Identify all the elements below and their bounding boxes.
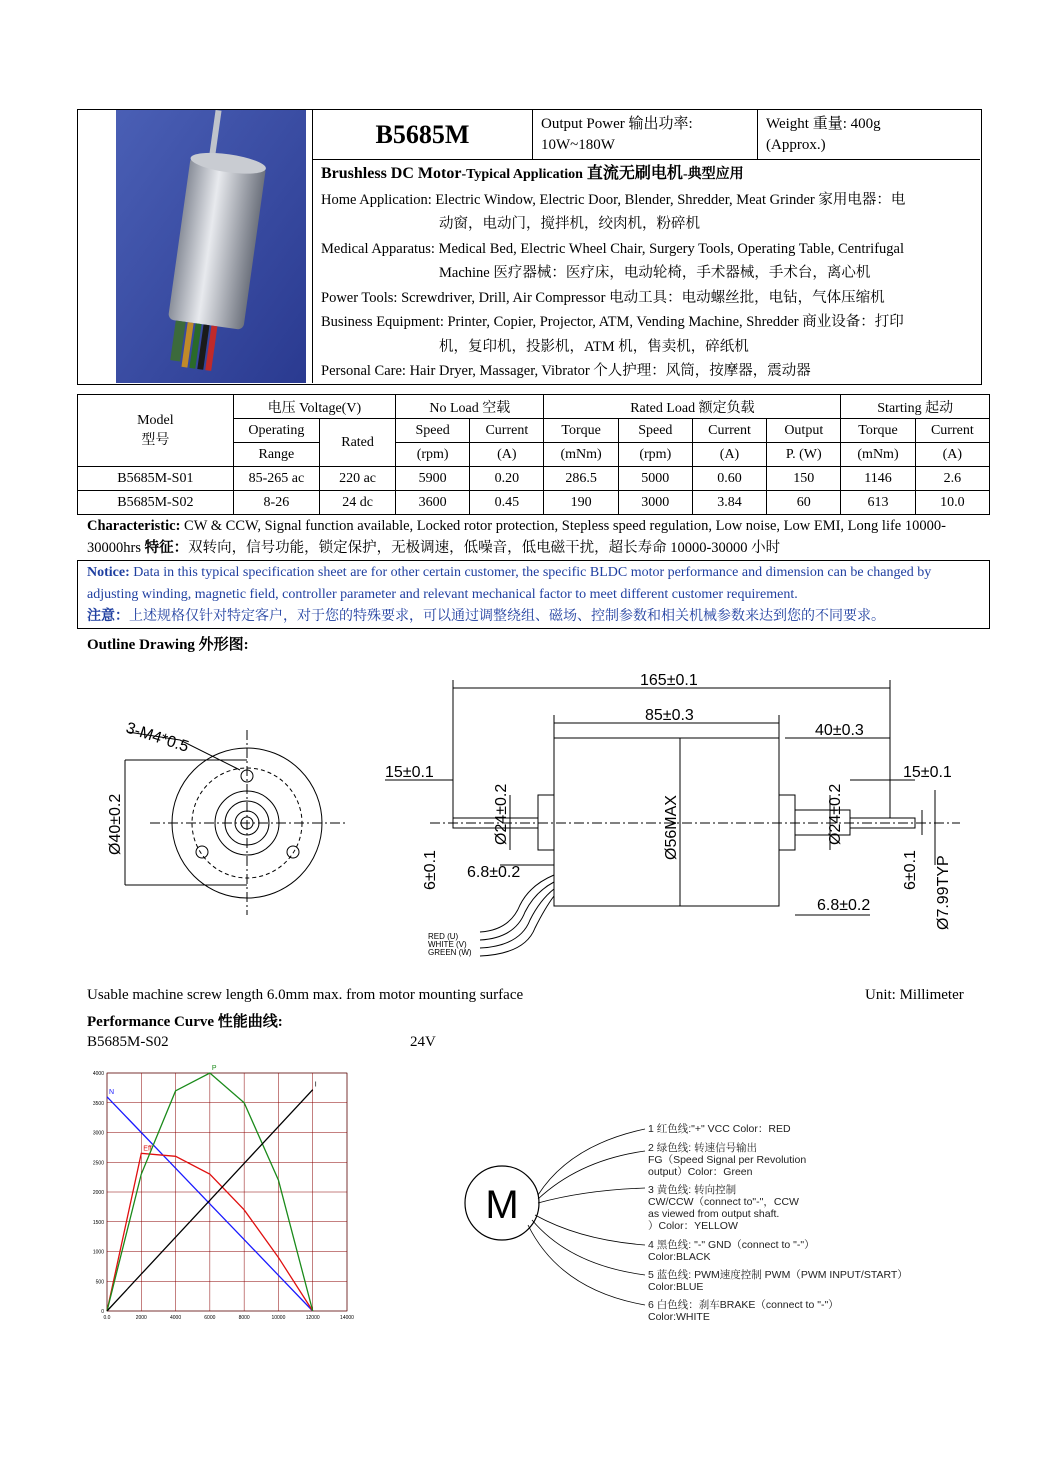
y-tick-label: 3000 (92, 1130, 104, 1137)
motor-photo (78, 110, 313, 383)
table-cell: 3000 (618, 491, 692, 515)
performance-voltage: 24V (410, 1034, 436, 1050)
wire-3 (538, 1188, 645, 1203)
voltage-header: 电压 Voltage(V) (233, 395, 395, 419)
unit-note: Unit: Millimeter (865, 987, 964, 1003)
unit-rpm: (rpm) (618, 443, 692, 467)
table-cell: 2.6 (915, 467, 989, 491)
x-tick-label: 14000 (340, 1315, 354, 1321)
wire-desc: 3 黄色线: 转向控制 (648, 1184, 737, 1196)
dim-l68a: 6.8±0.2 (467, 864, 521, 881)
dim-h6b: 6±0.1 (902, 850, 919, 890)
app-medical: Medical Apparatus: Medical Bed, Electric Wheel Chair, Surgery Tools, Operating Table, Centrifugal (321, 240, 905, 257)
outline-drawing (80, 660, 980, 980)
chart-series (107, 1065, 317, 1311)
table-cell: 286.5 (544, 467, 618, 491)
app-business-cont: 机，复印机，投影机，ATM 机，售卖机，碎纸机 (439, 338, 749, 355)
table-cell: 8-26 (233, 491, 319, 515)
dim-l68b: 6.8±0.2 (817, 897, 871, 914)
wire-desc: ）Color：YELLOW (648, 1220, 738, 1232)
y-tick-label: 2000 (92, 1190, 104, 1196)
unit-a: (A) (470, 443, 544, 467)
wire-desc: Color:BLACK (648, 1251, 711, 1263)
dim-d24b: Ø24±0.2 (827, 783, 844, 845)
dim-l40: 40±0.3 (815, 722, 864, 739)
wire-1 (538, 1129, 645, 1195)
notice-label: Notice: (87, 565, 130, 580)
dim-d56: Ø56MAX (663, 795, 680, 860)
x-tick-label: 10000 (271, 1315, 286, 1321)
app-business: Business Equipment: Printer, Copier, Projector, ATM, Vending Machine, Shredder 商业设备：打印 (321, 314, 904, 330)
y-tick-label: 4000 (92, 1071, 104, 1077)
y-tick-label: 1000 (92, 1249, 104, 1256)
characteristic-text-cn: 双转向，信号功能，锁定保护，无极调速，低噪音，低电磁干扰，超长寿命 10000-30000 小时 (188, 540, 781, 556)
app-medical-cont: Machine 医疗器械：医疗床，电动轮椅，手术器械，手术台，离心机 (439, 265, 871, 281)
unit-a: (A) (915, 443, 989, 467)
wire-desc: 4 黑色线: "-" GND（connect to "-"） (648, 1239, 815, 1251)
wire-desc: 1 红色线:"+" VCC Color：RED (648, 1123, 791, 1135)
table-cell: B5685M-S01 (78, 467, 234, 491)
table-row (78, 467, 990, 491)
wire-5 (532, 1220, 645, 1275)
y-tick-label: 1500 (92, 1219, 104, 1226)
noload-header: No Load 空载 (396, 395, 544, 419)
series-label: P (211, 1065, 217, 1072)
table-cell: 85-265 ac (233, 467, 319, 491)
table-cell: 1146 (841, 467, 915, 491)
table-cell: 3600 (396, 491, 470, 515)
table-cell: 190 (544, 491, 618, 515)
dim-d40: Ø40±0.2 (107, 793, 124, 855)
x-tick-label: 0.0 (103, 1315, 111, 1321)
performance-title: Performance Curve 性能曲线: (87, 1014, 283, 1030)
rated-header: Rated Load 额定负载 (544, 395, 841, 419)
series-label: I (314, 1081, 317, 1089)
table-row (78, 491, 990, 515)
model-title: B5685M (313, 110, 533, 160)
table-cell: 0.45 (470, 491, 544, 515)
dim-l15a: 15±0.1 (385, 764, 434, 781)
unit-a: (A) (692, 443, 766, 467)
performance-chart (85, 1065, 445, 1335)
wiring-diagram (460, 1115, 980, 1330)
unit-mnm: (mNm) (841, 443, 915, 467)
notice-label-cn: 注意： (87, 609, 129, 624)
unit-rpm: (rpm) (396, 443, 470, 467)
series-label: N (109, 1088, 115, 1096)
x-tick-label: 8000 (238, 1315, 250, 1321)
model-header-cn: 型号 (141, 432, 170, 448)
y-tick-label: 2500 (92, 1160, 104, 1167)
weight (758, 110, 980, 160)
wire-4 (535, 1215, 645, 1245)
performance-model: B5685M-S02 (87, 1034, 169, 1050)
app-title-en-sub: -Typical Application (461, 167, 583, 182)
app-title-cn-sub: -典型应用 (682, 167, 744, 182)
col-operating: Operating (233, 419, 319, 443)
table-cell: 220 ac (320, 467, 396, 491)
y-tick-label: 3500 (92, 1100, 104, 1107)
col-rl-torque: Torque (544, 419, 618, 443)
weight-note: (Approx.) (766, 137, 826, 153)
table-cell: 3.84 (692, 491, 766, 515)
wire-desc: FG（Speed Signal per Revolution (648, 1154, 807, 1166)
col-rl-output: Output (767, 419, 841, 443)
header-block (77, 109, 982, 385)
dim-d799: Ø7.99TYP (935, 855, 952, 930)
unit-pw: P. (W) (767, 443, 841, 467)
screw-hole (287, 846, 299, 858)
app-personal: Personal Care: Hair Dryer, Massager, Vibrator 个人护理：风筒，按摩器，震动器 (321, 363, 811, 379)
dim-l85: 85±0.3 (645, 707, 694, 724)
characteristic-label: Characteristic: (87, 518, 181, 534)
app-home: Home Application: Electric Window, Electric Door, Blender, Shredder, Meat Grinder 家用电器：电 (321, 191, 906, 208)
outline-title: Outline Drawing 外形图: (87, 637, 249, 653)
applications-title (321, 162, 972, 188)
col-range: Range (233, 443, 319, 467)
x-tick-label: 4000 (170, 1315, 182, 1321)
motor-photo-image (78, 110, 311, 383)
table-cell: 60 (767, 491, 841, 515)
wire (480, 875, 554, 932)
y-tick-label: 0 (101, 1309, 104, 1315)
wire-desc: 5 蓝色线: PWM速度控制 PWM（PWM INPUT/START） (648, 1269, 908, 1281)
notice-text: Data in this typical specification sheet are for other certain customer, the specific BLDC motor performance and dimension can be changed by adjusting winding, magnetic field, controller parameter and relevant mechanical factor to meet different customer requirement. (87, 565, 932, 602)
unit-mnm: (mNm) (544, 443, 618, 467)
model-header-en: Model (137, 412, 174, 428)
typical-applications (313, 160, 980, 383)
wire-desc: 2 绿色线: 转速信号输出 (648, 1142, 758, 1154)
screw-note: Usable machine screw length 6.0mm max. from motor mounting surface (87, 987, 524, 1003)
table-cell: 613 (841, 491, 915, 515)
wire-desc: CW/CCW（connect to"-"，CCW (648, 1196, 799, 1208)
x-tick-label: 12000 (305, 1315, 320, 1321)
table-cell: B5685M-S02 (78, 491, 234, 515)
col-st-torque: Torque (841, 419, 915, 443)
output-power (533, 110, 758, 160)
dim-l165: 165±0.1 (640, 672, 698, 689)
col-nl-current: Current (470, 419, 544, 443)
app-title-cn: 直流无刷电机 (586, 165, 683, 182)
table-cell: 24 dc (320, 491, 396, 515)
wire-desc: as viewed from output shaft. (648, 1208, 780, 1220)
app-title-en: Brushless DC Motor (321, 165, 462, 182)
output-power-label: Output Power 输出功率: (541, 116, 693, 132)
weight-label: Weight 重量: 400g (766, 116, 881, 132)
output-power-value: 10W~180W (541, 137, 615, 153)
characteristic-label-cn: 特征： (144, 540, 189, 556)
x-tick-label: 2000 (135, 1315, 147, 1321)
x-tick-label: 6000 (204, 1315, 216, 1321)
starting-header: Starting 起动 (841, 395, 990, 419)
table-cell: 5900 (396, 467, 470, 491)
characteristic (77, 515, 990, 559)
notice-text-cn: 上述规格仅针对特定客户，对于您的特殊要求，可以通过调整绕组、磁场、控制参数和相关机械参数来达到您的不同要求。 (129, 609, 885, 624)
app-home-cont: 动窗，电动门，搅拌机，绞肉机，粉碎机 (439, 216, 700, 232)
table-cell: 0.20 (470, 467, 544, 491)
dim-screw: 3-M4*0.5 (123, 719, 191, 756)
app-power-tools: Power Tools: Screwdriver, Drill, Air Compressor 电动工具：电动螺丝批，电钻，气体压缩机 (321, 289, 885, 306)
table-cell: 0.60 (692, 467, 766, 491)
table-cell: 5000 (618, 467, 692, 491)
dim-d24a: Ø24±0.2 (493, 783, 510, 845)
dim-h6a: 6±0.1 (422, 850, 439, 890)
table-cell: 150 (767, 467, 841, 491)
motor-symbol-label: M (485, 1183, 519, 1227)
wire-green-label: GREEN (W) (428, 948, 472, 957)
y-tick-label: 500 (95, 1279, 104, 1286)
wire-white-label: WHITE (V) (428, 940, 467, 949)
wire-6 (528, 1225, 645, 1305)
col-rl-current: Current (692, 419, 766, 443)
dim-l15b: 15±0.1 (903, 764, 952, 781)
col-st-current: Current (915, 419, 989, 443)
wire-desc: output）Color：Green (648, 1166, 753, 1178)
wire-red-label: RED (U) (428, 932, 459, 941)
series-label: Eff (143, 1145, 152, 1153)
col-nl-speed: Speed (396, 419, 470, 443)
characteristic-text: CW & CCW, Signal function available, Locked rotor protection, Stepless speed regulation, Low noise, Low EMI, Long life 10000-30000hrs (87, 518, 946, 556)
col-rl-speed: Speed (618, 419, 692, 443)
model-header (78, 395, 234, 467)
spec-table (77, 394, 990, 515)
wire-desc: Color:BLUE (648, 1281, 704, 1293)
notice (77, 560, 990, 629)
table-cell: 10.0 (915, 491, 989, 515)
wire-desc: Color:WHITE (648, 1311, 710, 1323)
wire-desc: 6 白色线：刹车BRAKE（connect to "-"） (648, 1299, 839, 1311)
screw-hole (196, 846, 208, 858)
col-rated: Rated (320, 419, 396, 467)
